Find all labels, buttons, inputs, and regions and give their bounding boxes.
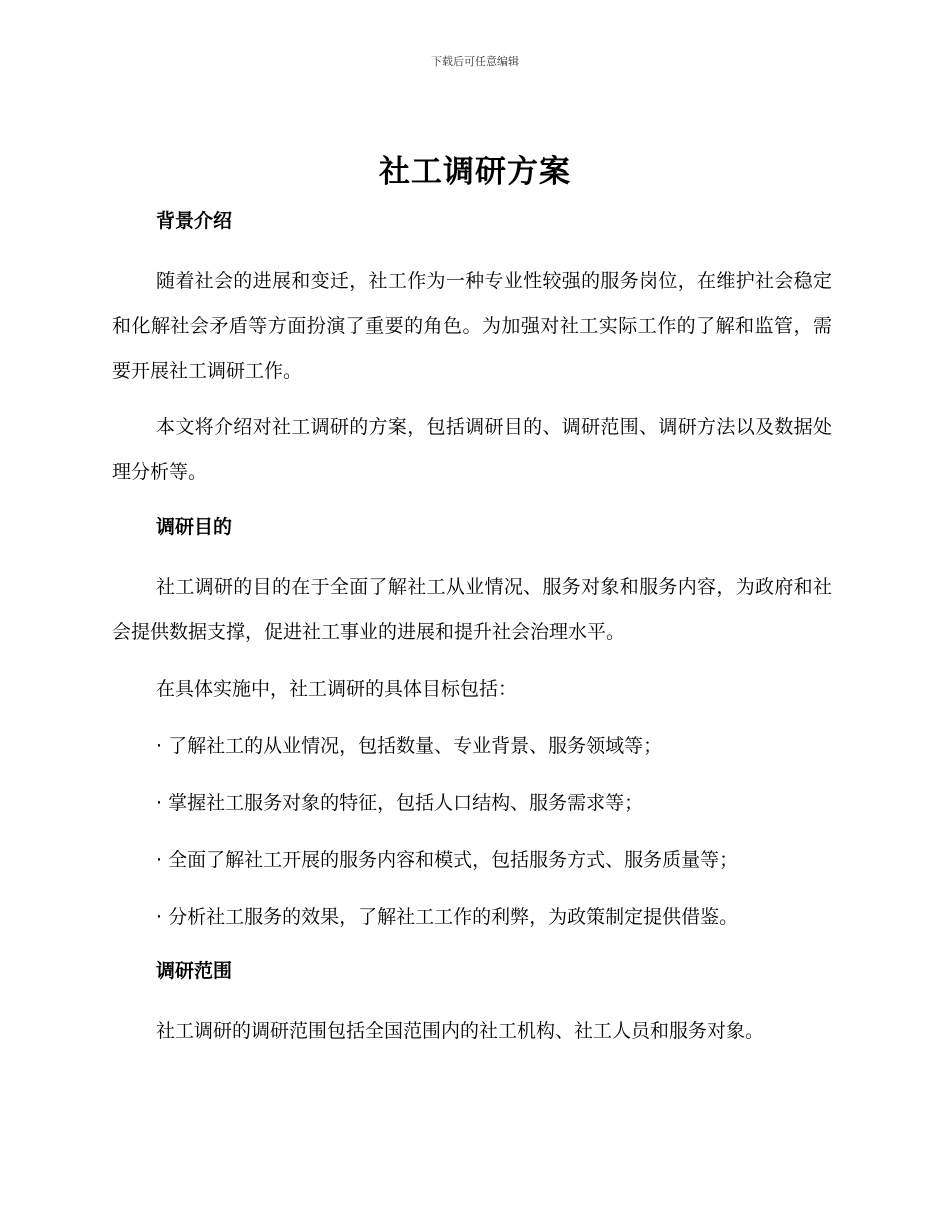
page-header-note: 下载后可任意编辑 xyxy=(431,55,519,68)
bullet-item: · 分析社工服务的效果，了解社工工作的利弊，为政策制定提供借鉴。 xyxy=(156,906,739,928)
section-heading-background: 背景介绍 xyxy=(156,210,233,232)
section-heading-scope: 调研范围 xyxy=(156,960,233,982)
section-scope xyxy=(112,955,832,1054)
bullet-item: · 掌握社工服务对象的特征，包括人口结构、服务需求等； xyxy=(156,792,644,814)
paragraph: 本文将介绍对社工调研的方案，包括调研目的、调研范围、调研方法以及数据处理分析等。 xyxy=(112,416,832,483)
section-background xyxy=(112,205,832,495)
section-heading-purpose: 调研目的 xyxy=(156,516,233,538)
paragraph: 社工调研的调研范围包括全国范围内的社工机构、社工人员和服务对象。 xyxy=(156,1020,765,1042)
section-purpose xyxy=(112,511,832,940)
paragraph: 社工调研的目的在于全面了解社工从业情况、服务对象和服务内容，为政府和社会提供数据支撑，促进社工事业的进展和提升社会治理水平。 xyxy=(112,576,832,643)
paragraph: 在具体实施中，社工调研的具体目标包括： xyxy=(156,678,518,700)
bullet-item: · 全面了解社工开展的服务内容和模式，包括服务方式、服务质量等； xyxy=(156,849,739,871)
paragraph: 随着社会的进展和变迁，社工作为一种专业性较强的服务岗位，在维护社会稳定和化解社会矛盾等方面扮演了重要的角色。为加强对社工实际工作的了解和监管，需要开展社工调研工作。 xyxy=(112,270,832,382)
bullet-item: · 了解社工的从业情况，包括数量、专业背景、服务领域等； xyxy=(156,735,663,757)
document-body xyxy=(112,205,832,1054)
document-title: 社工调研方案 xyxy=(379,154,571,190)
